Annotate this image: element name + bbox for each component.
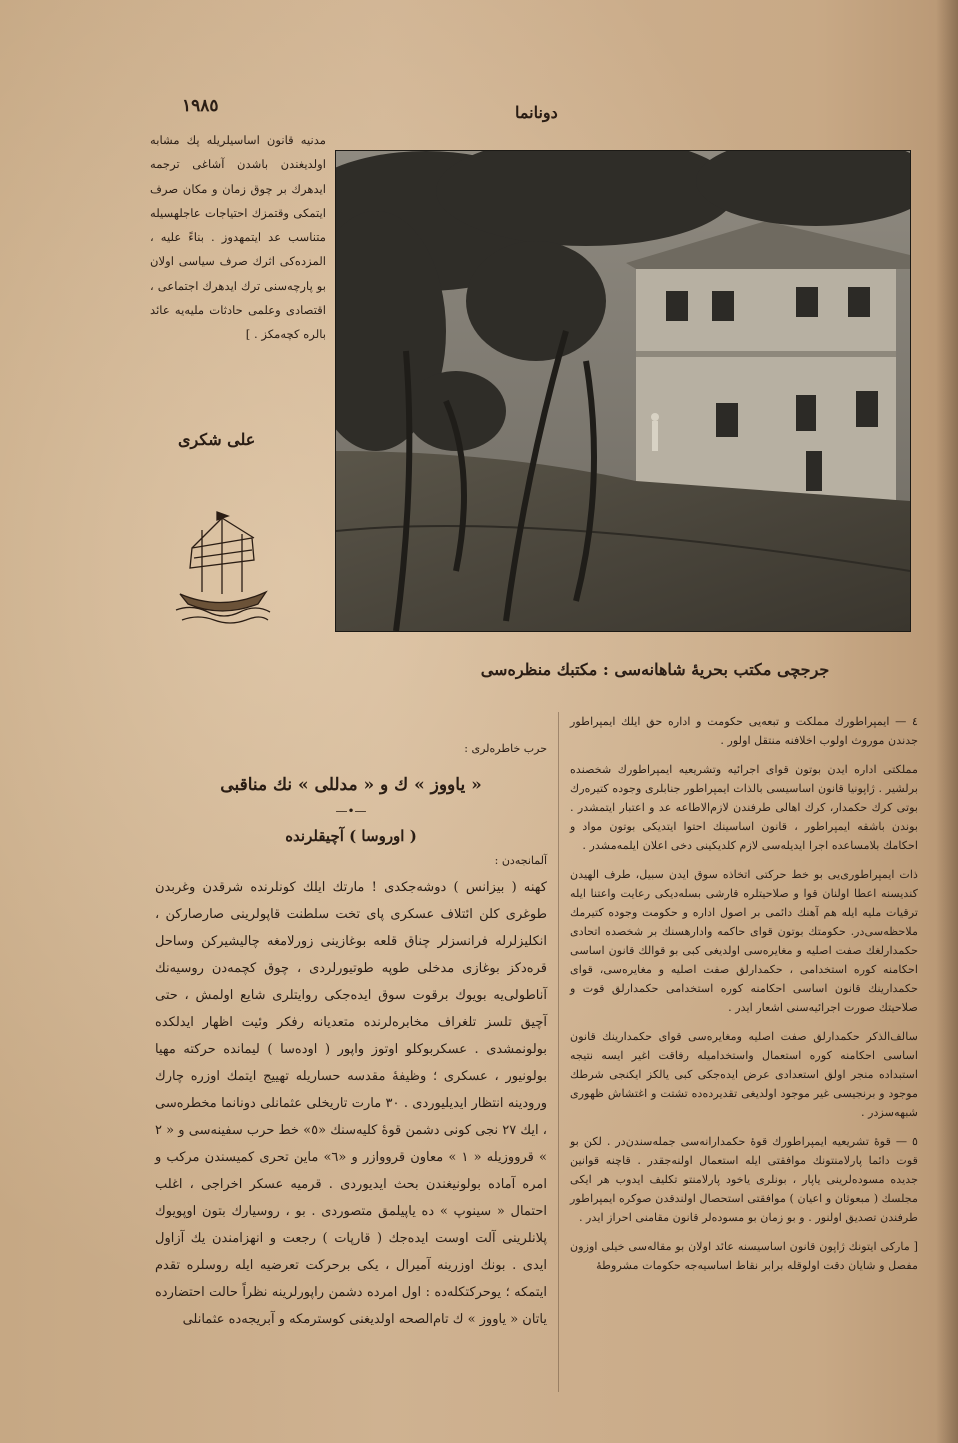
page-number: ١٩٨٥ [182, 96, 219, 116]
photo-caption: جرجچی مكتب بحریهٔ شاهانه‌سی : مكتبك منظره‌سی [480, 660, 830, 679]
article-body: كهنه ( بیزانس ) دوشه‌جكدی ! مارتك ایلك كونلرنده شرقدن وغربدن طوغری كلن ائتلاف عسكری پای تخت سلطنت قاپولرینی صارصاركن ، انكلیزلرله فرانسزلر چناق قلعه بوغازینی زورلامغه چالیشیركن وساحل قره‌دكز بوغازی مدخلی طوپه طوتیورلردی ، چوق كچمه‌دن روسیه‌نك آناطولی‌یه بویوك برقوت سوق ایده‌جكی روایتلری شایع اولمش ، حتی آچیق تلسز تلغراف مخابره‌لرنده متعدیانه رفكر وئیت اظهار ایدلكده بولونمشدی . عسكربوكلو اوتوز واپور ( اوده‌سا ) لیمانده حركته مهیا بولونیور ، عسكری ؛ وظیفهٔ مقدسه حساریله تهییج ایتمك اوزره چارك ورودینه انتظار ایدیلیوردی . ٣٠ مارت تاریخلی عثمانلی دونانما مخطره‌سی ، ایك ٢٧ نجی كونی دشمن قوهٔ كلیه‌سنك «٥» خط حرب سفینه‌سی و « ٢ » قرووزیله « ١ » معاون قرووازر و «٦» ماین تحری كمیسندن مركب و امره آماده بولونیغندن بحث ایدیوردی . قرمیه عسكر اخراجی ، اغلب احتمال « سینوپ » ده یاپیلمق متصوردی . بو ، روسیارك بتون اوپویوك پلانلرینی آلت اوست ایده‌جك ( قارپات ) رجعت و انهزامندن یك آزاول ایدی . بونك اوزرینه آمیرال ، یكی برحركت تعرضیه ایله روسلره تقدم ایتمكه ؛ یوحركتكله‌ده : اول امرده دشمن راپورلرینه نظراً حالت احتضارده یاتان « یاووز » ك تام‌الصحه اولدیغنی كوسترمكه و آبریجه‌ده عثمانلی [155, 880, 547, 1327]
school-photograph [335, 150, 911, 632]
right-paragraph: مملكتی اداره ایدن بوتون قوای اجرائیه وتشریعیه ایمپراطورك شخصنده برلشیر . ژاپونیا قانون اساسیسی بالذات ایمپراطور جنابلری وجوده كتیره‌رك بوتی كرك حكمدار، كرك اهالی طرفندن لازم‌الاطاعه عد و اعتبار ایتمشدر . بوندن باشقه ایمپراطور ، قانون اساسینك احتوا ایتدیكی بوتون مواد و احكامك بلامساعده اجرا ایدیله‌سی لازم كلدیكینی دخی اعلان ایلمه‌مشدر . [570, 763, 918, 852]
right-paragraph: ٥ — قوهٔ تشریعیه ایمپراطورك قوهٔ حكمدارانه‌سی جمله‌سندن‌در . لكن بو قوت دائما پارلامنتونك موافقتی ایله استعمال اولنه‌جقدر . قاچنه قوانین جدیده مسوده‌لرینی یاپار ، بونلری یاخود پارلامنتو تكلیف ایدوب هر ایكی مجلسك ( مبعوثان و اعیان ) موافقتی استحصال اولندقدن صوكره ایمپراطور طرفندن تصدیق اولنور . و بو زمان بو مسوده‌لر قانون مقامنی احراز ایدر . [570, 1135, 918, 1224]
running-head: دونانما [515, 103, 558, 122]
left-column [155, 735, 547, 1333]
ship-emblem-icon [172, 508, 274, 632]
right-column [570, 712, 918, 1285]
title-rule: —•— [335, 804, 367, 818]
right-paragraph: [ ماركی ایتونك ژاپون قانون اساسیسنه عائد اولان بو مقاله‌سی خیلی اوزون مفصل و شایان دقت اولوقله برابر نقاط اساسیه‌جه حكومات مشروطهٔ [570, 1240, 918, 1272]
article-source: آلمانجه‌دن : [494, 854, 547, 867]
section-header: حرب خاطره‌لری : [464, 742, 547, 755]
right-paragraph: ٤ — ایمپراطورك مملكت و تبعه‌یی حكومت و اداره حق ایلك ایمپراطور جدندن موروث اولوب اخلافنه منتقل اولور . [570, 715, 918, 747]
article-title: « یاووز » ك و « مدللی » نك مناقبی [220, 775, 482, 795]
column-divider [558, 712, 559, 1392]
author-signature: علی شكری [178, 430, 256, 449]
side-column-text: مدنیه قانون اساسیلریله پك مشابه اولدیغندن باشدن آشاغی ترجمه ایدهرك بر چوق زمان و مكان صرف ایتمكی وقتمزك احتیاجات عاجلهسیله متناسب عد ایتمهدوز . بناءً علیه ، المزده‌كی اثرك صرف سیاسی اولان بو پارچه‌سنی ترك ایدهرك اجتماعی ، اقتصادی وعلمی حادثات ملیه‌یه عائد بالره كچه‌مكز . ] [150, 133, 326, 342]
right-paragraph: سالف‌الذكر حكمدارلق صفت اصلیه ومغایره‌سی قوای حكمدارینك قانون اساسی احكامنه كوره استعمال واستخدامیله رفاقت اغیر ایسه نتیجه استبداده منجر اولق استعدادی عرض ایده‌جكی كبی یالكز ایكنجی شرطك موجود و برنجیسی غیر موجود اولدیغی تقدیرده‌ده تشتت و اغتشاش ظهوری شبهه‌سزدر . [570, 1030, 918, 1119]
page-gutter-shadow [936, 0, 958, 1443]
article-subtitle: ( اوروسا ) آچیقلرنده [285, 827, 417, 845]
right-paragraph: ذات ایمپراطوری‌یی بو خط حركتی اتخاذه سوق ایدن سبیل، طرف الهیدن كندیسنه اعطا اولنان قوا و صلاحیتلره قارشی بسله‌دیكی رعایت واعتنا ایله ترقیات ملیه ایله هم آهنك دائمی بر اصول اداره و حكومت وجوده كتیرمك ملاحظه‌سی‌در. حكومتك بوتون قوای حاكمه وادارهسنك بر شخصده اتحادی حكمدارلغك صفت اصلیه و مغایره‌سی اولدیغی كبی بو قوالك قانون اساسی احكامنه كوره استخدامی ، حكمدارلق صفت اصلیه و مغایره‌سی، قوای حكمدارینك قانون اساسی احكامنه كوره استخدامی حكمدارلق قوت و صلاحیتك صورت اجرائیه‌سنی اشعار ایدر . [570, 868, 918, 1014]
